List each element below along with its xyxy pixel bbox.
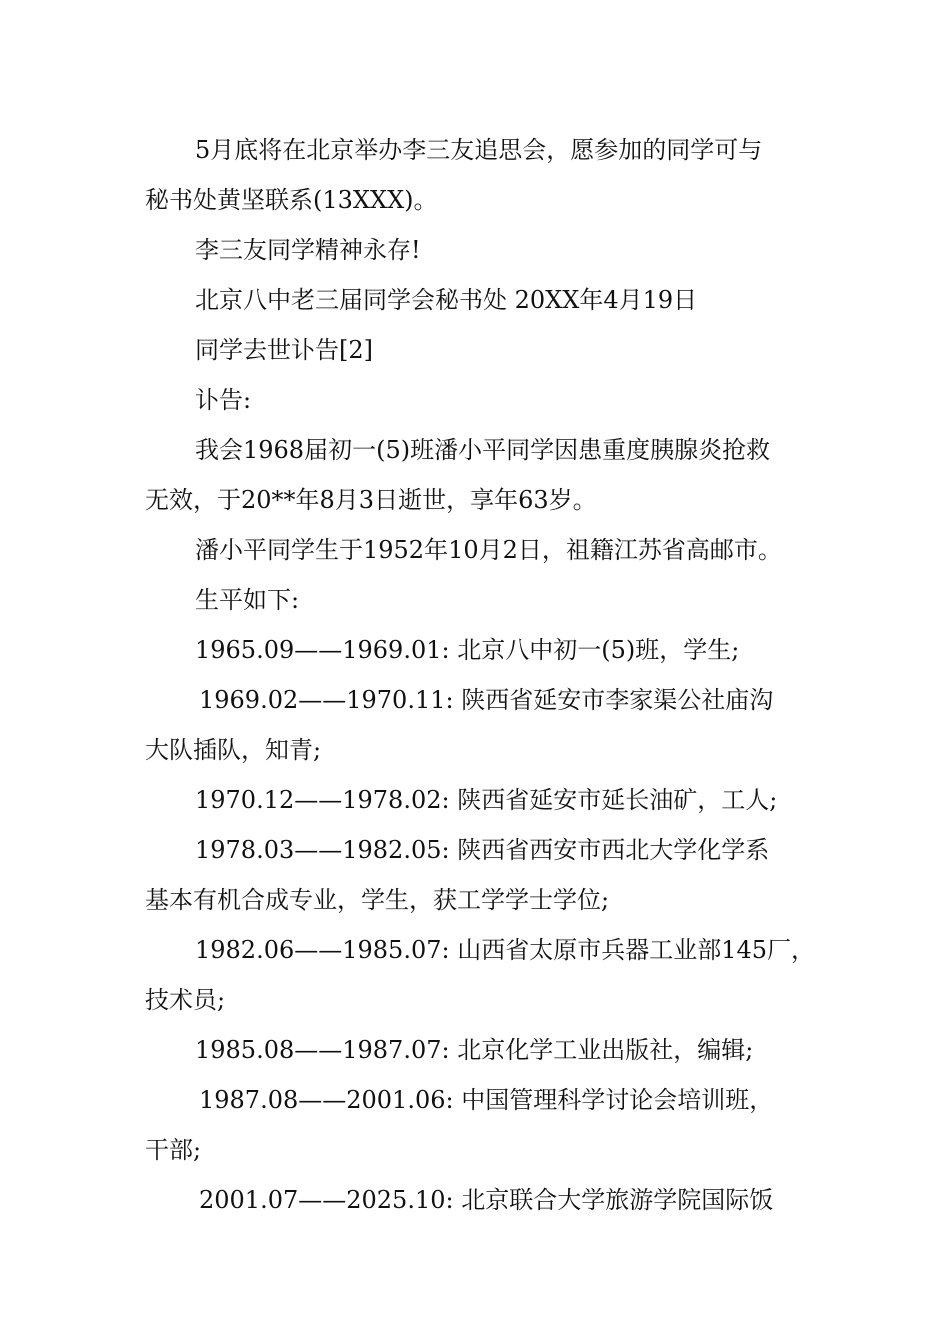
biography-entry-continued: 大队插队，知青;: [145, 736, 322, 764]
biography-entry: 1978.03——1982.05: 陕西省西安市西北大学化学系: [195, 836, 770, 864]
text-line-tribute: 李三友同学精神永存!: [195, 236, 421, 264]
text-line-death-notice: 我会1968届初一(5)班潘小平同学因患重度胰腺炎抢救: [195, 436, 771, 464]
biography-entry: 1987.08——2001.06: 中国管理科学讨论会培训班，: [199, 1086, 774, 1114]
obituary-label: 讣告:: [195, 386, 252, 414]
biography-entry: 1969.02——1970.11: 陕西省延安市李家渠公社庙沟: [199, 686, 774, 714]
biography-entry: 2001.07——2025.10: 北京联合大学旅游学院国际饭: [199, 1186, 774, 1214]
text-line-contact: 秘书处黄坚联系(13XXX)。: [145, 186, 438, 214]
biography-entry-continued: 基本有机合成专业，学生，获工学学士学位;: [145, 886, 610, 914]
biography-entry: 1982.06——1985.07: 山西省太原市兵器工业部145厂，: [195, 936, 816, 964]
biography-entry: 1985.08——1987.07: 北京化学工业出版社，编辑;: [195, 1036, 754, 1064]
text-line-biography-label: 生平如下:: [195, 586, 300, 614]
text-line-death-date: 无效，于20**年8月3日逝世，享年63岁。: [145, 486, 597, 514]
biography-entry: 1965.09——1969.01: 北京八中初一(5)班，学生;: [195, 636, 740, 664]
text-line-memorial-notice: 5月底将在北京举办李三友追思会，愿参加的同学可与: [195, 136, 763, 164]
text-line-birth: 潘小平同学生于1952年10月2日，祖籍江苏省高邮市。: [195, 536, 782, 564]
biography-entry-continued: 干部;: [145, 1136, 202, 1164]
section-heading-obituary-2: 同学去世讣告[2]: [195, 336, 373, 364]
biography-entry-continued: 技术员;: [145, 986, 226, 1014]
text-line-signature-date: 北京八中老三届同学会秘书处 20XX年4月19日: [195, 286, 698, 314]
biography-entry: 1970.12——1978.02: 陕西省延安市延长油矿，工人;: [195, 786, 778, 814]
